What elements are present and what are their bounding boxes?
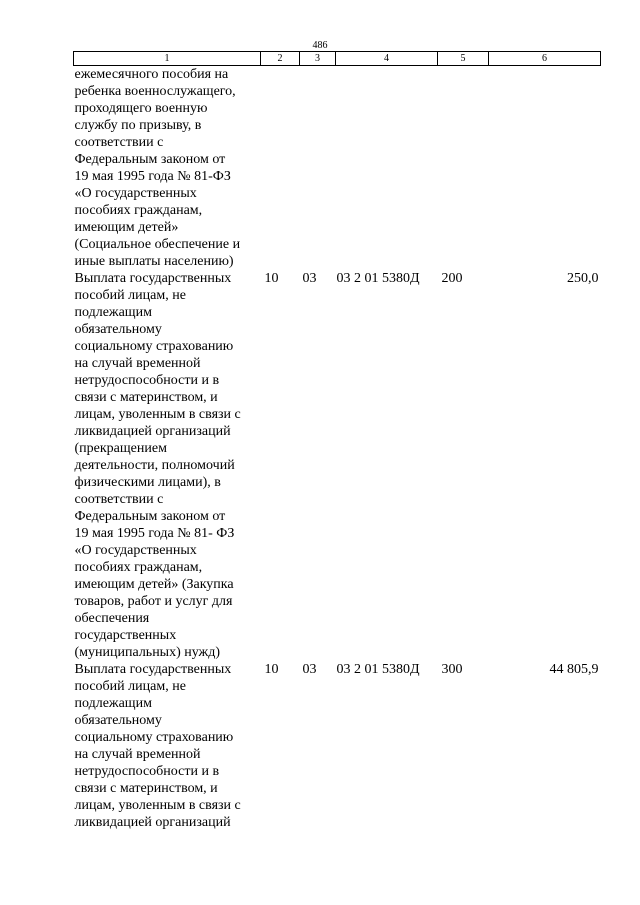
row-name-line: 19 мая 1995 года № 81-ФЗ (74, 169, 231, 184)
row-name-cell (74, 66, 261, 271)
row-name-line: социальному страхованию (74, 339, 234, 354)
row-name-line: товаров, работ и услуг для (74, 594, 233, 609)
header-row (74, 52, 601, 66)
table-row (74, 270, 601, 661)
row-name-line: пособиях гражданам, (74, 203, 203, 218)
row-name-line: Выплата государственных (74, 662, 232, 677)
row-name-line: государственных (74, 628, 177, 643)
row-name-line: обеспечения (74, 611, 150, 626)
row-name-line: Федеральным законом от (74, 509, 226, 524)
row-amount-cell: 44 805,9 (549, 662, 599, 677)
row-expense-kind-cell (438, 66, 489, 271)
table-row (74, 66, 601, 271)
row-amount-cell: 250,0 (567, 271, 599, 286)
header-col-2: 2 (261, 52, 300, 66)
row-subsection-cell (300, 66, 336, 271)
header-col-6: 6 (489, 52, 601, 66)
row-name-line: физическими лицами), в (74, 475, 221, 490)
row-name-line: нетрудоспособности и в (74, 373, 220, 388)
row-expense-kind-cell: 300 (441, 662, 463, 677)
row-name-line: ликвидацией организаций (74, 424, 231, 439)
row-name-line: Федеральным законом от (74, 152, 226, 167)
row-name-line: соответствии с (74, 135, 164, 150)
row-name-line: соответствии с (74, 492, 164, 507)
row-name-line: обязательному (74, 322, 162, 337)
row-name-line: социальному страхованию (74, 730, 234, 745)
table-body (74, 66, 601, 832)
row-name-line: имеющим детей» (74, 220, 179, 235)
row-name-line: 19 мая 1995 года № 81- ФЗ (74, 526, 235, 541)
row-name-cell (74, 270, 261, 661)
row-name-line: пособий лицам, не (74, 679, 186, 694)
row-name-line: ежемесячного пособия на (74, 67, 229, 82)
row-section-cell (261, 66, 300, 271)
row-name-line: «О государственных (74, 186, 197, 201)
row-name-line: лицам, уволенным в связи с (74, 798, 241, 813)
row-target-article-cell: 03 2 01 5380Д (336, 271, 420, 286)
row-name-cell (74, 661, 261, 831)
page-number: 486 (312, 40, 328, 51)
row-name-line: лицам, уволенным в связи с (74, 407, 241, 422)
header-col-4: 4 (336, 52, 438, 66)
row-subsection-cell: 03 (302, 271, 317, 286)
row-name-line: ребенка военнослужащего, (74, 84, 236, 99)
row-name-line: ликвидацией организаций (74, 815, 231, 830)
row-name-line: (Социальное обеспечение и (74, 237, 241, 252)
row-section-cell: 10 (264, 271, 279, 286)
row-target-article-cell (336, 66, 438, 271)
row-name-line: проходящего военную (74, 101, 208, 116)
row-name-line: подлежащим (74, 696, 152, 711)
row-name-line: имеющим детей» (Закупка (74, 577, 234, 592)
row-name-line: службу по призыву, в (74, 118, 202, 133)
table-header (74, 52, 601, 66)
row-name-line: (муниципальных) нужд) (74, 645, 221, 660)
row-name-line: на случай временной (74, 356, 201, 371)
row-name-line: (прекращением (74, 441, 167, 456)
row-target-article-cell: 03 2 01 5380Д (336, 662, 420, 677)
header-col-5: 5 (438, 52, 489, 66)
row-name-line: пособиях гражданам, (74, 560, 203, 575)
row-name-line: нетрудоспособности и в (74, 764, 220, 779)
table-row (74, 661, 601, 831)
row-name-line: связи с материнством, и (74, 390, 218, 405)
row-name-line: на случай временной (74, 747, 201, 762)
budget-table (73, 51, 601, 831)
row-name-line: иные выплаты населению) (74, 254, 234, 269)
header-col-1: 1 (74, 52, 261, 66)
row-name-line: пособий лицам, не (74, 288, 186, 303)
row-name-line: связи с материнством, и (74, 781, 218, 796)
row-amount-cell (489, 66, 601, 271)
row-name-line: деятельности, полномочий (74, 458, 235, 473)
row-section-cell: 10 (264, 662, 279, 677)
header-col-3: 3 (300, 52, 336, 66)
row-name-line: «О государственных (74, 543, 197, 558)
row-subsection-cell: 03 (302, 662, 317, 677)
row-name-line: Выплата государственных (74, 271, 232, 286)
row-name-line: обязательному (74, 713, 162, 728)
row-expense-kind-cell: 200 (441, 271, 463, 286)
row-name-line: подлежащим (74, 305, 152, 320)
